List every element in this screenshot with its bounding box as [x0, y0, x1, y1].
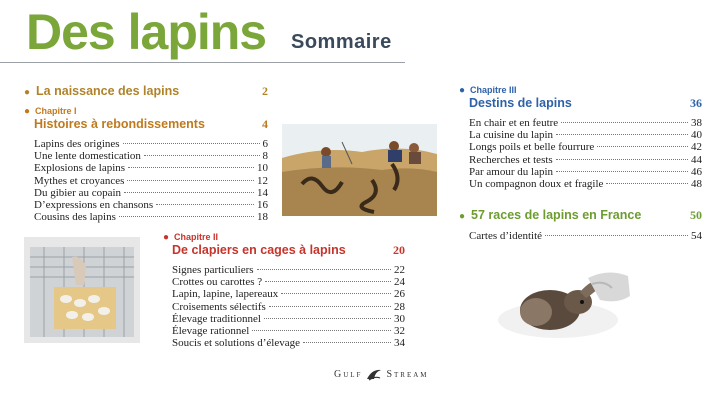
gulfstream-logo-icon [366, 367, 382, 381]
toc-item[interactable]: Signes particuliers 22 [172, 264, 405, 276]
cage-illustration-icon [24, 237, 140, 343]
chapter-2-list [163, 264, 405, 349]
bullet-dot-icon: ● [24, 106, 31, 117]
toc-item[interactable]: Lapin, lapine, lapereaux 26 [172, 288, 405, 301]
intro-page: 2 [262, 84, 268, 98]
toc-item[interactable]: Crottes ou carottes ? 24 [172, 276, 405, 289]
toc-item[interactable]: Cartes d’identité 54 [469, 230, 702, 242]
toc-item[interactable]: Une lente domestication 8 [34, 150, 268, 163]
chapter-2-section [163, 232, 405, 349]
publisher-brand [334, 367, 429, 381]
brand-right-text: Stream [386, 368, 429, 380]
rabbit-illustration [488, 262, 638, 348]
chapter-1-page: 4 [262, 117, 268, 131]
toc-item[interactable]: D’expressions en chansons 16 [34, 199, 268, 212]
toc-item[interactable]: La cuisine du lapin 40 [469, 129, 702, 142]
races-list [459, 230, 702, 242]
chapter-1-label: ● Chapitre I [24, 106, 77, 117]
chapter-1-title: Histoires à rebondissements [34, 117, 205, 131]
intro-heading[interactable] [24, 84, 268, 100]
races-title: 57 races de lapins en France [471, 208, 642, 222]
intro-section [24, 84, 268, 100]
chapter-2-label: ● Chapitre II [163, 232, 219, 243]
toc-item[interactable]: Élevage traditionnel 30 [172, 312, 405, 325]
toc-item[interactable]: Longs poils et belle fourrure 42 [469, 141, 702, 154]
toc-item[interactable]: Lapins des origines 6 [34, 138, 268, 150]
intro-title: La naissance des lapins [36, 84, 180, 98]
toc-item[interactable]: Un compagnon doux et fragile 48 [469, 178, 702, 191]
bullet-dot-icon: ● [24, 87, 31, 98]
chapter-2-page: 20 [393, 243, 405, 257]
chapter-3-section [459, 85, 702, 190]
chapter-3-label: ● Chapitre III [459, 85, 517, 96]
bullet-dot-icon: ● [163, 232, 170, 243]
chapter-1-heading[interactable] [24, 117, 268, 132]
toc-item[interactable]: En chair et en feutre 38 [469, 117, 702, 129]
toc-item[interactable]: Croisements sélectifs 28 [172, 300, 405, 313]
races-page: 50 [690, 208, 702, 222]
toc-item[interactable]: Explosions de lapins 10 [34, 162, 268, 175]
brand-left-text: Gulf [334, 368, 363, 380]
field-illustration-icon [282, 124, 437, 216]
bullet-dot-icon: ● [459, 211, 466, 222]
chapter-1-section [24, 106, 268, 223]
toc-item[interactable]: Du gibier au copain 14 [34, 186, 268, 199]
chapter-3-heading[interactable] [459, 96, 702, 111]
rabbit-illustration-icon [488, 262, 638, 348]
chapter-2-title: De clapiers en cages à lapins [172, 243, 346, 257]
sommaire-heading: Sommaire [291, 31, 392, 53]
cage-illustration [24, 237, 140, 343]
toc-item[interactable]: Mythes et croyances 12 [34, 174, 268, 187]
book-title: Des lapins [26, 4, 267, 60]
chapter-3-list [459, 117, 702, 190]
chapter-1-list [24, 138, 268, 223]
field-illustration [282, 124, 437, 216]
toc-item[interactable]: Par amour du lapin 46 [469, 165, 702, 178]
header-rule [0, 62, 405, 63]
toc-item[interactable]: Soucis et solutions d’élevage 34 [172, 337, 405, 350]
chapter-2-heading[interactable] [163, 243, 405, 258]
toc-item[interactable]: Recherches et tests 44 [469, 153, 702, 166]
chapter-3-title: Destins de lapins [469, 96, 572, 110]
races-section [459, 208, 702, 242]
bullet-dot-icon: ● [459, 85, 466, 96]
chapter-3-page: 36 [690, 96, 702, 110]
toc-item[interactable]: Cousins des lapins 18 [34, 211, 268, 224]
toc-item[interactable]: Élevage rationnel 32 [172, 325, 405, 338]
races-heading[interactable] [459, 208, 702, 224]
